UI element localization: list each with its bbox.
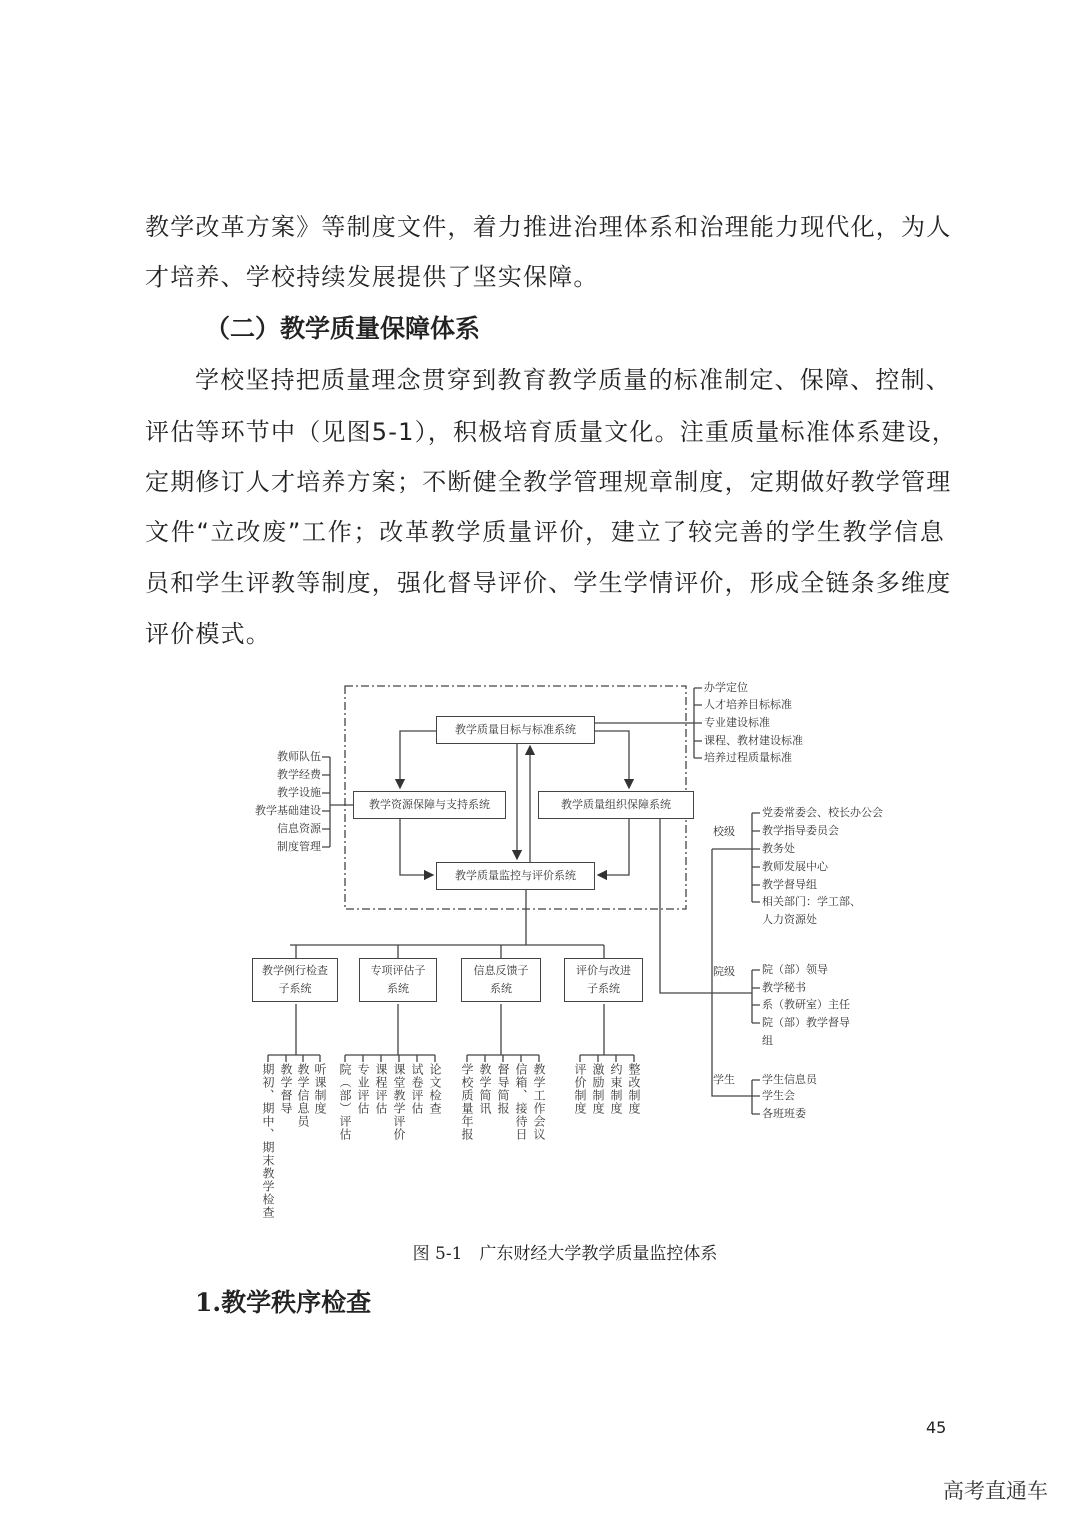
org-level-label: 学生 bbox=[713, 1073, 735, 1086]
monitoring-system-box: 教学质量监控与评价系统 bbox=[436, 862, 595, 890]
standard-item: 课程、教材建设标准 bbox=[704, 734, 803, 747]
resource-item: 信息资源 bbox=[277, 822, 321, 835]
subsystem-item: 教学简讯 bbox=[478, 1063, 492, 1115]
org-level-label: 校级 bbox=[713, 825, 735, 838]
org-item: 各班班委 bbox=[762, 1107, 806, 1120]
subsystem-item: 专业评估 bbox=[356, 1063, 370, 1115]
org-item: 人力资源处 bbox=[762, 913, 817, 926]
resource-item: 教学基础建设 bbox=[255, 804, 321, 817]
resource-item: 教学设施 bbox=[277, 786, 321, 799]
org-item: 教务处 bbox=[762, 842, 795, 855]
org-item: 教师发展中心 bbox=[762, 860, 828, 873]
subsystem-item: 课堂教学评价 bbox=[392, 1063, 406, 1141]
organization-system-box: 教学质量组织保障系统 bbox=[538, 791, 694, 819]
section-heading: （二）教学质量保障体系 bbox=[205, 314, 481, 343]
subsystem-box: 信息反馈子系统 bbox=[461, 958, 541, 1002]
resource-item: 制度管理 bbox=[277, 840, 321, 853]
standards-system-box: 教学质量目标与标准系统 bbox=[436, 716, 595, 744]
subsystem-item: 试卷评估 bbox=[410, 1063, 424, 1115]
subheading: 1.教学秩序检查 bbox=[195, 1288, 372, 1317]
org-item: 院（部）教学督导 bbox=[762, 1016, 850, 1029]
resource-item: 教学经费 bbox=[277, 768, 321, 781]
subsystem-item: 督导简报 bbox=[496, 1063, 510, 1115]
org-item: 系（教研室）主任 bbox=[762, 998, 850, 1011]
resource-system-box: 教学资源保障与支持系统 bbox=[353, 791, 506, 819]
subsystem-item: 论文检查 bbox=[428, 1063, 442, 1115]
subsystem-item: 教学信息员 bbox=[296, 1063, 310, 1128]
org-item: 党委常委会、校长办公会 bbox=[762, 806, 883, 819]
subsystem-box: 评价与改进子系统 bbox=[564, 958, 643, 1002]
page-number: 45 bbox=[926, 1418, 947, 1437]
org-item: 学生会 bbox=[762, 1089, 795, 1102]
subsystem-item: 期初、期中、期末教学检查 bbox=[261, 1063, 275, 1219]
subsystem-item: 信箱、接待日 bbox=[514, 1063, 528, 1141]
subsystem-item: 学校质量年报 bbox=[460, 1063, 474, 1141]
subsystem-item: 约束制度 bbox=[609, 1063, 623, 1115]
paragraph-line: 定期修订人才培养方案；不断健全教学管理规章制度，定期做好教学管理 bbox=[145, 468, 952, 496]
subsystem-box: 专项评估子系统 bbox=[359, 958, 437, 1002]
org-item: 相关部门：学工部、 bbox=[762, 895, 861, 908]
paragraph-line: 才培养、学校持续发展提供了坚实保障。 bbox=[145, 263, 599, 291]
subsystem-item: 教学督导 bbox=[279, 1063, 293, 1115]
org-item: 院（部）领导 bbox=[762, 963, 828, 976]
resource-item: 教师队伍 bbox=[277, 750, 321, 763]
paragraph-line: 学校坚持把质量理念贯穿到教育教学质量的标准制定、保障、控制、 bbox=[195, 366, 951, 394]
paragraph-line: 评估等环节中（见图5-1），积极培育质量文化。注重质量标准体系建设， bbox=[145, 418, 957, 446]
paragraph-line: 教学改革方案》等制度文件，着力推进治理体系和治理能力现代化，为人 bbox=[145, 213, 952, 241]
subsystem-item: 教学工作会议 bbox=[532, 1063, 546, 1141]
subsystem-item: 听课制度 bbox=[313, 1063, 327, 1115]
paragraph-line: 文件“立改废”工作；改革教学质量评价，建立了较完善的学生教学信息 bbox=[145, 518, 945, 546]
org-item: 组 bbox=[762, 1034, 773, 1047]
subsystem-item: 激励制度 bbox=[591, 1063, 605, 1115]
subsystem-box: 教学例行检查子系统 bbox=[252, 958, 338, 1002]
paragraph-line: 员和学生评教等制度，强化督导评价、学生学情评价，形成全链条多维度 bbox=[145, 569, 952, 597]
org-item: 教学秘书 bbox=[762, 981, 806, 994]
org-item: 教学指导委员会 bbox=[762, 824, 839, 837]
org-item: 教学督导组 bbox=[762, 878, 817, 891]
org-item: 学生信息员 bbox=[762, 1073, 817, 1086]
standard-item: 人才培养目标标准 bbox=[704, 698, 792, 711]
standard-item: 专业建设标准 bbox=[704, 716, 770, 729]
subsystem-item: 整改制度 bbox=[627, 1063, 641, 1115]
watermark: 高考直通车 bbox=[943, 1479, 1048, 1503]
figure-caption: 图 5-1 广东财经大学教学质量监控体系 bbox=[412, 1244, 718, 1264]
subsystem-item: 评价制度 bbox=[573, 1063, 587, 1115]
paragraph-line: 评价模式。 bbox=[145, 620, 271, 648]
org-level-label: 院级 bbox=[713, 965, 735, 978]
subsystem-item: 院（部）评估 bbox=[338, 1063, 352, 1141]
standard-item: 办学定位 bbox=[704, 681, 748, 694]
standard-item: 培养过程质量标准 bbox=[704, 751, 792, 764]
subsystem-item: 课程评估 bbox=[374, 1063, 388, 1115]
